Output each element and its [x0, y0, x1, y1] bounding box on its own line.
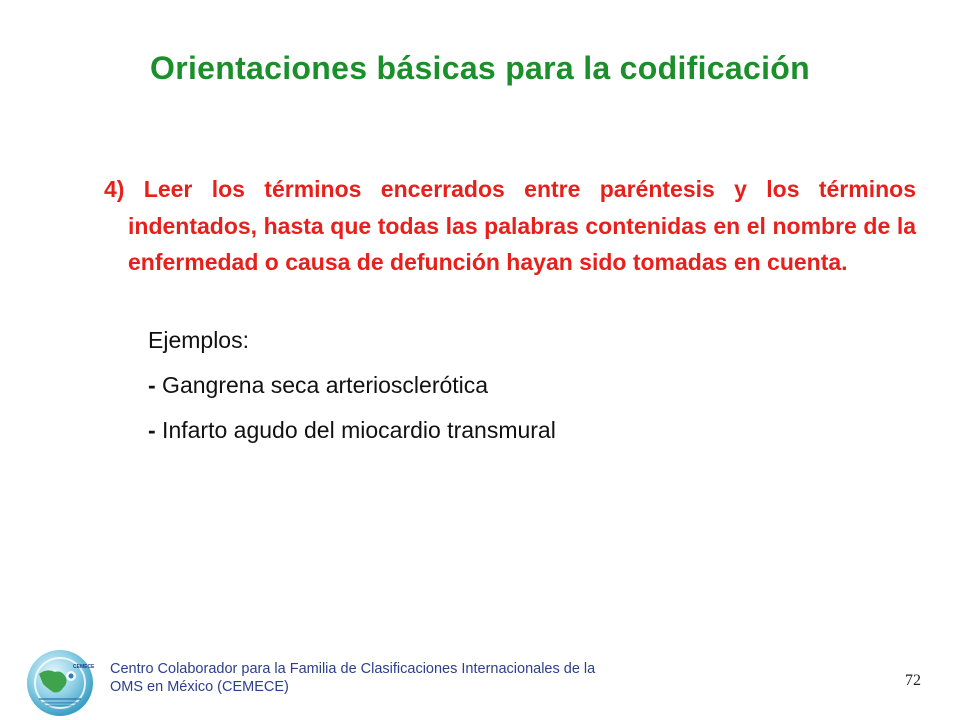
footer-text	[110, 660, 670, 696]
example-item	[148, 367, 556, 412]
slide-title: Orientaciones básicas para la codificación	[150, 50, 810, 86]
examples-label: Ejemplos:	[148, 327, 249, 353]
footer-line-1: Centro Colaborador para la Familia de Clasificaciones Internacionales de la	[110, 661, 596, 677]
guideline-point	[104, 171, 916, 281]
cemece-logo-icon	[25, 648, 95, 718]
example-dash: -	[148, 417, 156, 443]
svg-text:CEMECE: CEMECE	[73, 664, 95, 670]
example-item	[148, 412, 556, 457]
example-dash: -	[148, 372, 156, 398]
example-text: Infarto agudo del miocardio transmural	[155, 417, 556, 443]
examples-block	[148, 322, 556, 457]
guideline-point-text: 4) Leer los términos encerrados entre paréntesis y los términos indentados, hasta que todas las palabras contenidas en el nombre de la enfermedad o causa de defunción hayan sido tomadas en cuenta.	[104, 176, 916, 275]
page-number: 72	[905, 672, 921, 689]
example-text: Gangrena seca arteriosclerótica	[155, 372, 489, 398]
footer-line-2: OMS en México (CEMECE)	[110, 679, 289, 695]
